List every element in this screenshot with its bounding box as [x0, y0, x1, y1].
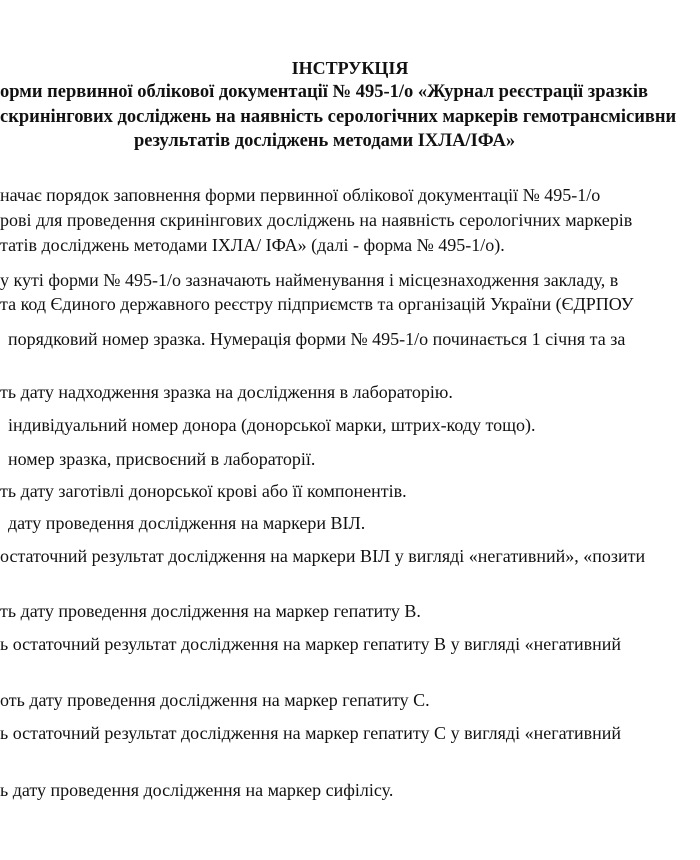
paragraph-8-line-1: дату проведення дослідження на маркери ВІЛ. — [8, 513, 366, 533]
paragraph-3-line-1: порядковий номер зразка. Нумерація форми № 495-1/о починається 1 січня та за — [8, 329, 626, 349]
document-subtitle-line-1: орми первинної облікової документації № 495-1/о «Журнал реєстрації зразків — [0, 82, 648, 102]
paragraph-5-line-1: індивідуальний номер донора (донорської марки, штрих-коду тощо). — [8, 415, 536, 435]
paragraph-10-line-1: ть дату проведення дослідження на маркер гепатиту В. — [0, 601, 421, 621]
paragraph-4-line-1: ть дату надходження зразка на дослідження в лабораторію. — [0, 382, 453, 402]
paragraph-13-line-1: ь остаточний результат дослідження на маркер гепатиту С у вигляді «негативний — [0, 723, 622, 743]
paragraph-1-line-1: начає порядок заповнення форми первинної облікової документації № 495-1/о — [0, 185, 601, 205]
document-subtitle-line-3: результатів досліджень методами ІХЛА/ІФА» — [134, 131, 516, 151]
paragraph-2-line-2: та код Єдиного державного реєстру підприємств та організацій України (ЄДРПОУ — [0, 294, 634, 314]
paragraph-2-line-1: у куті форми № 495-1/о зазначають найменування і місцезнаходження закладу, в — [0, 270, 619, 290]
paragraph-9-line-1: остаточний результат дослідження на маркери ВІЛ у вигляді «негативний», «позити — [0, 546, 646, 566]
paragraph-1-line-3: татів досліджень методами ІХЛА/ ІФА» (далі - форма № 495-1/о). — [0, 235, 505, 255]
document-title: ІНСТРУКЦІЯ — [291, 58, 409, 78]
paragraph-11-line-1: ь остаточний результат дослідження на маркер гепатиту В у вигляді «негативний — [0, 634, 622, 654]
paragraph-6-line-1: номер зразка, присвоєний в лабораторії. — [8, 449, 316, 469]
paragraph-1-line-2: рові для проведення скринінгових досліджень на наявність серологічних маркерів — [0, 210, 633, 230]
paragraph-12-line-1: оть дату проведення дослідження на маркер гепатиту С. — [0, 690, 430, 710]
paragraph-7-line-1: ть дату заготівлі донорської крові або її компонентів. — [0, 481, 407, 501]
paragraph-14-line-1: ь дату проведення дослідження на маркер сифілісу. — [0, 780, 394, 800]
document-subtitle-line-2: скринінгових досліджень на наявність серологічних маркерів гемотрансмісивни — [0, 107, 677, 127]
